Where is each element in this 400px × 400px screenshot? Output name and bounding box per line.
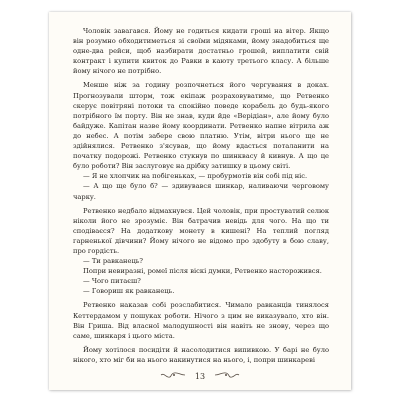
paragraph: Чоловік завагався. Йому не годиться кидати гроші на вітер. Якщо він розумно обходитиметься зі своїми мідяками, йому знадобиться ще одне-два рейси, щоб назбирати достатньо грошей, виплатити свій контракт і купити квиток до Равки в каюту третього класу. А більше йому нічого не потрібно. [73, 27, 329, 76]
paragraph: Менше ніж за годину розпочнеться його чергування в доках. Прогнозували шторм, тож екіпаж розраховуватиме, що Ретвенко скерує повітряні потоки та спокійно поведе корабель до будь-якого потрібного їм порту. Він не знав, куди йде «Верідіан», але йому було байдуже. Капітан назве йому координати. Ретвенко напне вітрила аж до небес. А потім забере свою платню. Утім, вітри нього ще не здійнялися. Ретвенко з'ясував, що йому вдасться поталанити на початку подорожі. Ретвенко стукнув по шинквасу й кивнув. А що це було роботи? Він заслуговує на дрібку затишку в цьому світі. [73, 81, 329, 171]
paragraph: — А що ще було б? — здивувався шинкар, наливаючи черговому чарку. [73, 182, 329, 201]
page-number: 13 [194, 371, 206, 381]
paragraph: Йому хотілося посидіти й насолодитися випивкою. У барі не було нікого, хто міг би на нього накинутися на нього, і, попри шинкареві [73, 345, 329, 364]
left-flourish-icon [160, 371, 186, 381]
paragraph: — Ти равканець? [83, 257, 143, 266]
paragraph: Ретвенко наказав собі розслабитися. Чимало равканців тинялося Кеттердамом у пошуках роботи. Нічого з цим не виказувало, хто він. Він Гриша. Від власної малодушності він навіть не знову, через що саме, шинкаря і цього міста. [73, 301, 329, 340]
paragraph: — Говориш як равканець. [83, 287, 175, 296]
paragraph: — Чого питаєш? [83, 277, 141, 286]
paragraph: Ретвенко недбало відмахнувся. Цей чоловік, при простуватий селюк ніколи його не зрозуміє. Він батрачив невідь для чого. На що ти сподіваєся? На додаткову монету в кишені? На теплий погляд гарненької дівчини? Йому нічого не відомо про здобуту в бою славу, про гордість. [73, 206, 329, 255]
body-text [73, 26, 329, 365]
book-page [49, 12, 351, 390]
page-footer [49, 371, 351, 381]
paragraph: — Я не хлопчик на побігеньках, — пробурмотів він собі під ніс. [83, 172, 308, 181]
right-flourish-icon [214, 371, 240, 381]
paragraph: Попри невиразні, ромеї після віскі думки, Ретвенко насторожився. [83, 267, 322, 276]
